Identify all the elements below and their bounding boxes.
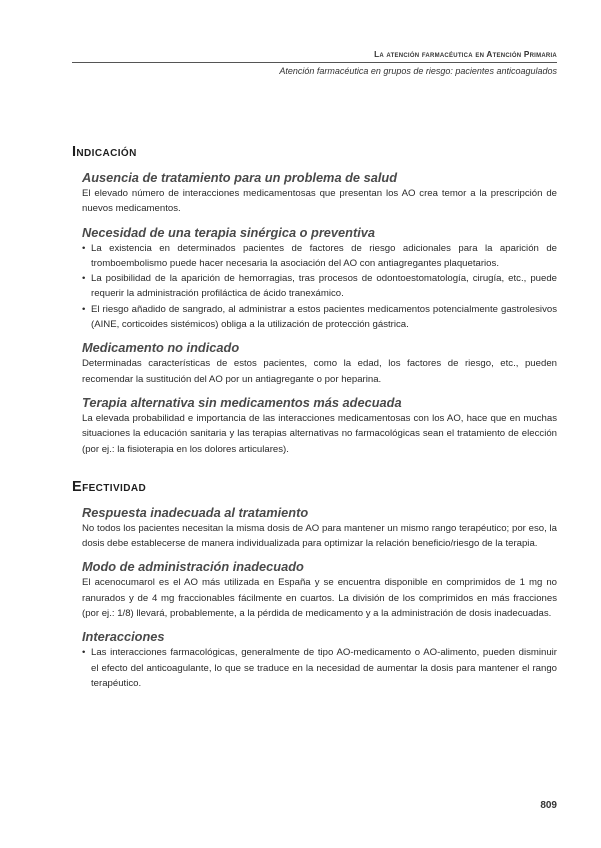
section-title-efectividad: Efectividad xyxy=(72,478,147,495)
paragraph: El elevado número de interacciones medicamentosas que presentan los AO crea temor a la prescripción de nuevos medicamentos. xyxy=(82,188,557,215)
header-divider xyxy=(72,62,557,63)
bullet-list xyxy=(82,645,557,691)
subsection-title: Terapia alternativa sin medicamentos más adecuada xyxy=(82,394,402,410)
subsection-terapia-alternativa xyxy=(82,395,557,457)
paragraph: No todos los pacientes necesitan la misma dosis de AO para mantener un mismo rango terapéutico; por eso, la dosis debe establecerse de manera individualizada para optimizar la relación beneficio/riesgo de la terapia. xyxy=(82,522,557,550)
subsection-title: Medicamento no indicado xyxy=(82,340,240,356)
subsection-title: Respuesta inadecuada al tratamiento xyxy=(82,504,309,520)
bullet-item: • La existencia en determinados pacientes de factores de riesgo adicionales para la aparición de tromboembolismo puede hacer necesaria la asociación del AO con antiagregantes plaquetarios. xyxy=(82,241,557,272)
bullet-item: • El riesgo añadido de sangrado, al administrar a estos pacientes medicamentos potencialmente gastrolesivos (AINE, corticoides sistémicos) obliga a la utilización de protección gástrica. xyxy=(82,302,557,333)
subsection-title: Ausencia de tratamiento para un problema de salud xyxy=(82,170,398,185)
paragraph: La elevada probabilidad e importancia de las interacciones medicamentosas con los AO, hace que en muchas situaciones la educación sanitaria y las terapias alternativas no farmacológicas sean el tratamiento de elección (por ej.: la fisioterapia en los dolores articulares). xyxy=(82,412,557,455)
bullet-item: • La posibilidad de la aparición de hemorragias, tras procesos de odontoestomatología, cirugía, etc., puede requerir la administración profiláctica de ácido tranexámico. xyxy=(82,271,557,302)
running-header-title: La atención farmacéutica en Atención Primaria xyxy=(374,50,557,59)
subsection-title: Modo de administración inadecuado xyxy=(82,559,304,575)
subsection-title: Necesidad de una terapia sinérgica o preventiva xyxy=(82,224,376,240)
subsection-respuesta-inadecuada xyxy=(82,505,557,552)
subsection-terapia-sinergica xyxy=(82,225,557,333)
page-number: 809 xyxy=(540,800,557,811)
running-header-subtitle: Atención farmacéutica en grupos de riesgo: pacientes anticoagulados xyxy=(279,66,557,76)
subsection-title: Interacciones xyxy=(82,629,165,645)
bullet-item: • Las interacciones farmacológicas, generalmente de tipo AO-medicamento o AO-alimento, pueden disminuir el efecto del anticoagulante, lo que se traduce en la necesidad de aumentar la dosis para mantener el rango terapéutico. xyxy=(82,645,557,691)
bullet-list xyxy=(82,241,557,333)
page-body xyxy=(72,144,557,699)
section-title-indicacion: Indicación xyxy=(72,144,137,160)
subsection-modo-administracion xyxy=(82,559,557,621)
subsection-medicamento-no-indicado xyxy=(82,340,557,387)
paragraph: El acenocumarol es el AO más utilizada en España y se encuentra disponible en comprimidos de 1 mg no ranurados y de 4 mg fraccionables fácilmente en cuartos. La división de los comprimidos en más fracciones (por ej.: 1/8) llevará, probablemente, a la pérdida de medicamento y a la administración de dosis inadecuadas. xyxy=(82,577,557,620)
subsection-interacciones xyxy=(82,629,557,691)
paragraph: Determinadas características de estos pacientes, como la edad, los factores de riesgo, etc., pueden recomendar la sustitución del AO por un antiagregante o por heparina. xyxy=(82,358,557,385)
subsection-ausencia-tratamiento xyxy=(82,170,557,217)
